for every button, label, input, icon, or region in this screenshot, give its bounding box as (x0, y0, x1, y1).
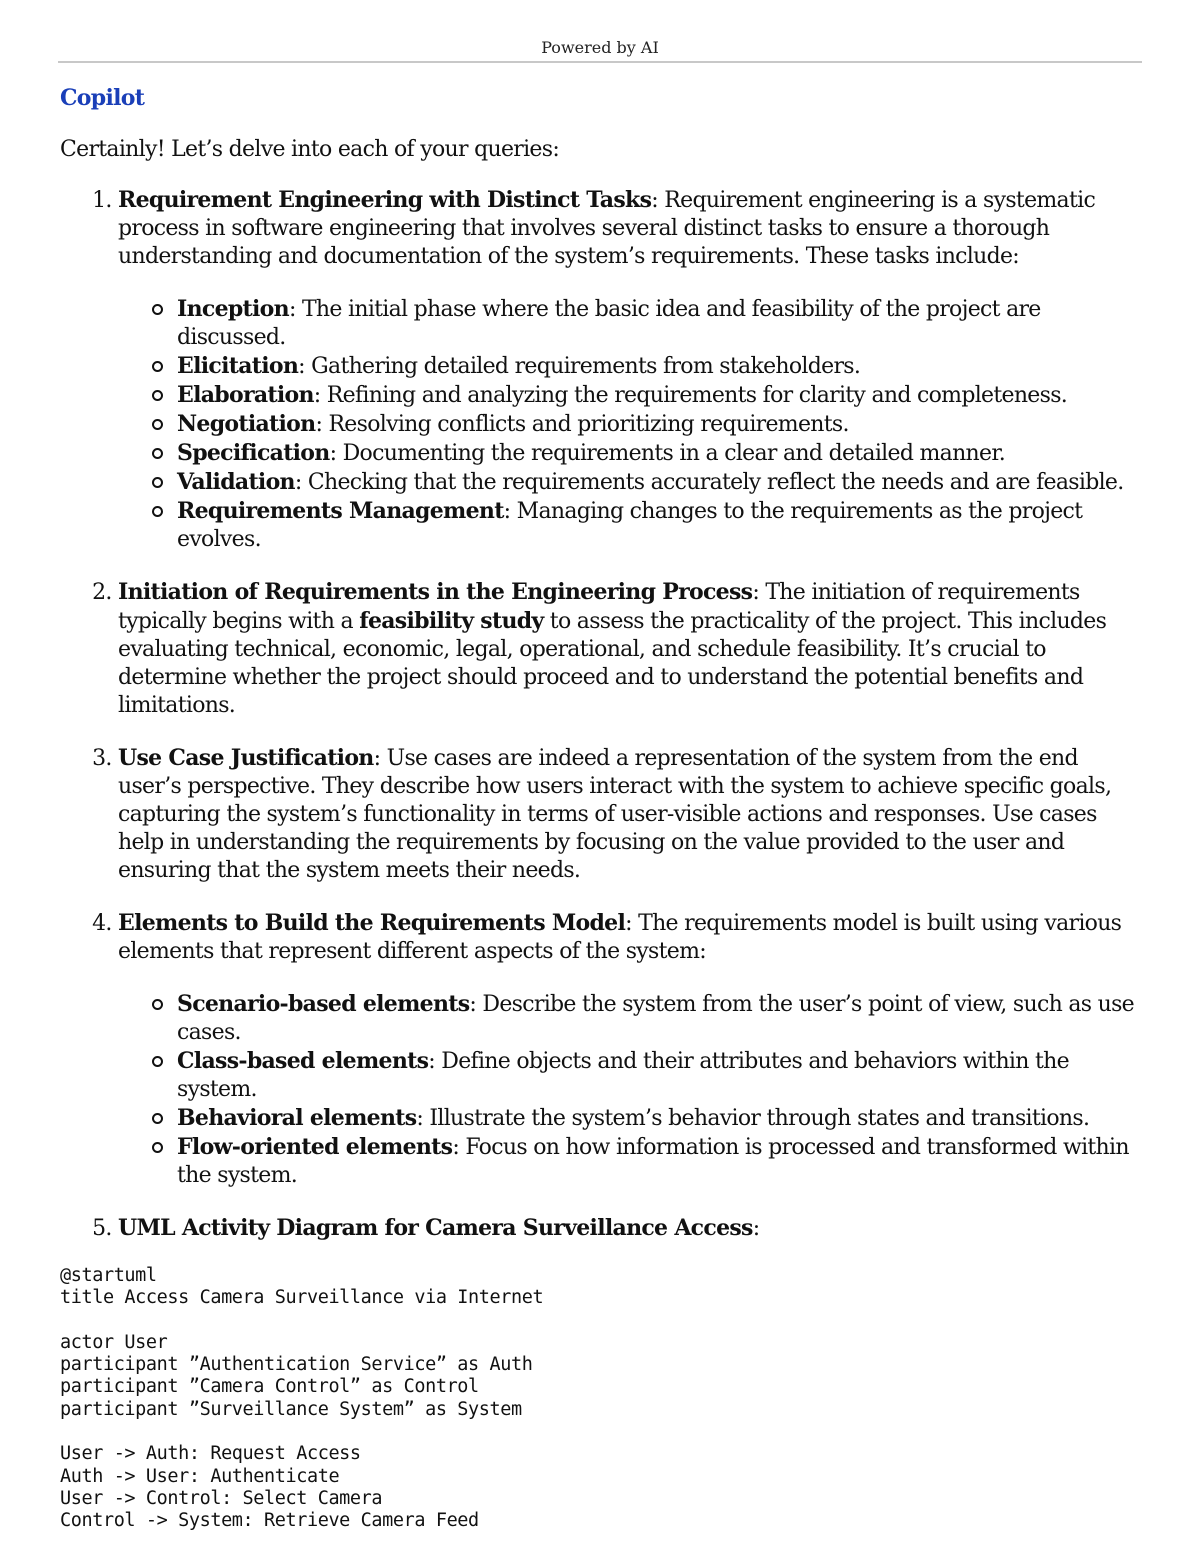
list-item-1 (118, 186, 1142, 554)
sub-item-term: Behavioral elements (177, 1105, 417, 1131)
sub-item-term: Scenario-based elements (177, 991, 470, 1017)
item-text: : Use cases are indeed a representation of the system from the end user’s perspective. They describe how users interact with the system to achieve specific goals, capturing the system’s functionality in terms of user-visible actions and responses. Use cases help in understanding the requirements by focusing on the value provided to the user and ensuring that the system meets their needs. (118, 746, 1112, 883)
sub-item-validation (177, 468, 1142, 497)
sub-item-behavioral (177, 1104, 1142, 1133)
sub-item-text: : Managing changes to the requirements as the project evolves. (177, 499, 1083, 552)
list-item-3 (118, 744, 1142, 885)
item-bold-phrase: feasibility study (359, 608, 544, 634)
sub-item-text: : Documenting the requirements in a clear and detailed manner. (329, 441, 1006, 466)
sub-item-term: Validation (177, 469, 295, 495)
item-text: : The requirements model is built using various elements that represent different aspects of the system: (118, 911, 1122, 964)
answer-list (60, 186, 1142, 1243)
sub-item-text: : Resolving conflicts and prioritizing requirements. (315, 412, 849, 437)
sub-item-term: Requirements Management (177, 498, 504, 524)
page-header: Powered by AI (541, 38, 659, 57)
sub-item-class-based (177, 1047, 1142, 1104)
sub-item-text: : Focus on how information is processed and transformed within the system. (177, 1135, 1129, 1188)
document-body (60, 84, 1142, 1533)
item-title: UML Activity Diagram for Camera Surveillance Access (118, 1215, 753, 1241)
sub-item-text: : Refining and analyzing the requirements for clarity and completeness. (313, 383, 1068, 408)
sub-item-term: Specification (177, 440, 330, 466)
item-title: Requirement Engineering with Distinct Tasks (118, 187, 652, 213)
sub-item-text: : Describe the system from the user’s point of view, such as use cases. (177, 992, 1135, 1045)
sub-item-specification (177, 439, 1142, 468)
sub-item-requirements-management (177, 497, 1142, 554)
code-block: @startuml title Access Camera Surveillance via Internet actor User participant ”Authentication Service” as Auth participant ”Camera Control” as Control participant ”Surveillance System” as System User -> Auth: Request Access Auth -> User: Authenticate User -> Control: Select Camera Control -> System: Retrieve Camera Feed (60, 1265, 544, 1532)
task-list (118, 295, 1142, 554)
element-list (118, 990, 1142, 1190)
sub-item-text: : Define objects and their attributes and behaviors within the system. (177, 1049, 1069, 1102)
header-divider (58, 61, 1142, 63)
sub-item-term: Elicitation (177, 353, 299, 379)
intro-paragraph: Certainly! Let’s delve into each of your queries: (60, 137, 560, 162)
sub-item-flow-oriented (177, 1133, 1142, 1190)
sub-item-elicitation (177, 352, 1142, 381)
sub-item-term: Inception (177, 296, 289, 322)
sub-item-term: Class-based elements (177, 1048, 429, 1074)
item-text: : Requirement engineering is a systematic process in software engineering that involves several distinct tasks to ensure a thorough understanding and documentation of the system’s requirements. These tasks include: (118, 188, 1096, 269)
sub-item-scenario-based (177, 990, 1142, 1047)
sub-item-term: Negotiation (177, 411, 316, 437)
item-title: Use Case Justification (118, 745, 374, 771)
list-item-5 (118, 1214, 1142, 1243)
sub-item-term: Elaboration (177, 382, 314, 408)
sub-item-text: : Illustrate the system’s behavior through states and transitions. (416, 1106, 1090, 1131)
item-title: Initiation of Requirements in the Engineering Process (118, 579, 753, 605)
sub-item-text: : Gathering detailed requirements from stakeholders. (298, 354, 861, 379)
item-text: to assess the practicality of the project. This includes evaluating technical, economic, legal, operational, and schedule feasibility. It’s crucial to determine whether the project should proceed and to understand the potential benefits and limitations. (118, 609, 1107, 718)
sub-item-negotiation (177, 410, 1142, 439)
sub-item-text: : The initial phase where the basic idea and feasibility of the project are discussed. (177, 297, 1041, 350)
item-text: : The initiation of requirements typically begins with a (118, 580, 1080, 634)
sub-item-elaboration (177, 381, 1142, 410)
sub-item-inception (177, 295, 1142, 352)
sub-item-term: Flow-oriented elements (177, 1134, 453, 1160)
list-item-2 (118, 578, 1142, 720)
speaker-label: Copilot (60, 85, 145, 111)
item-title: Elements to Build the Requirements Model (118, 910, 626, 936)
list-item-4 (118, 909, 1142, 1190)
sub-item-text: : Checking that the requirements accurately reflect the needs and are feasible. (294, 470, 1124, 495)
item-text: : (752, 1216, 760, 1241)
